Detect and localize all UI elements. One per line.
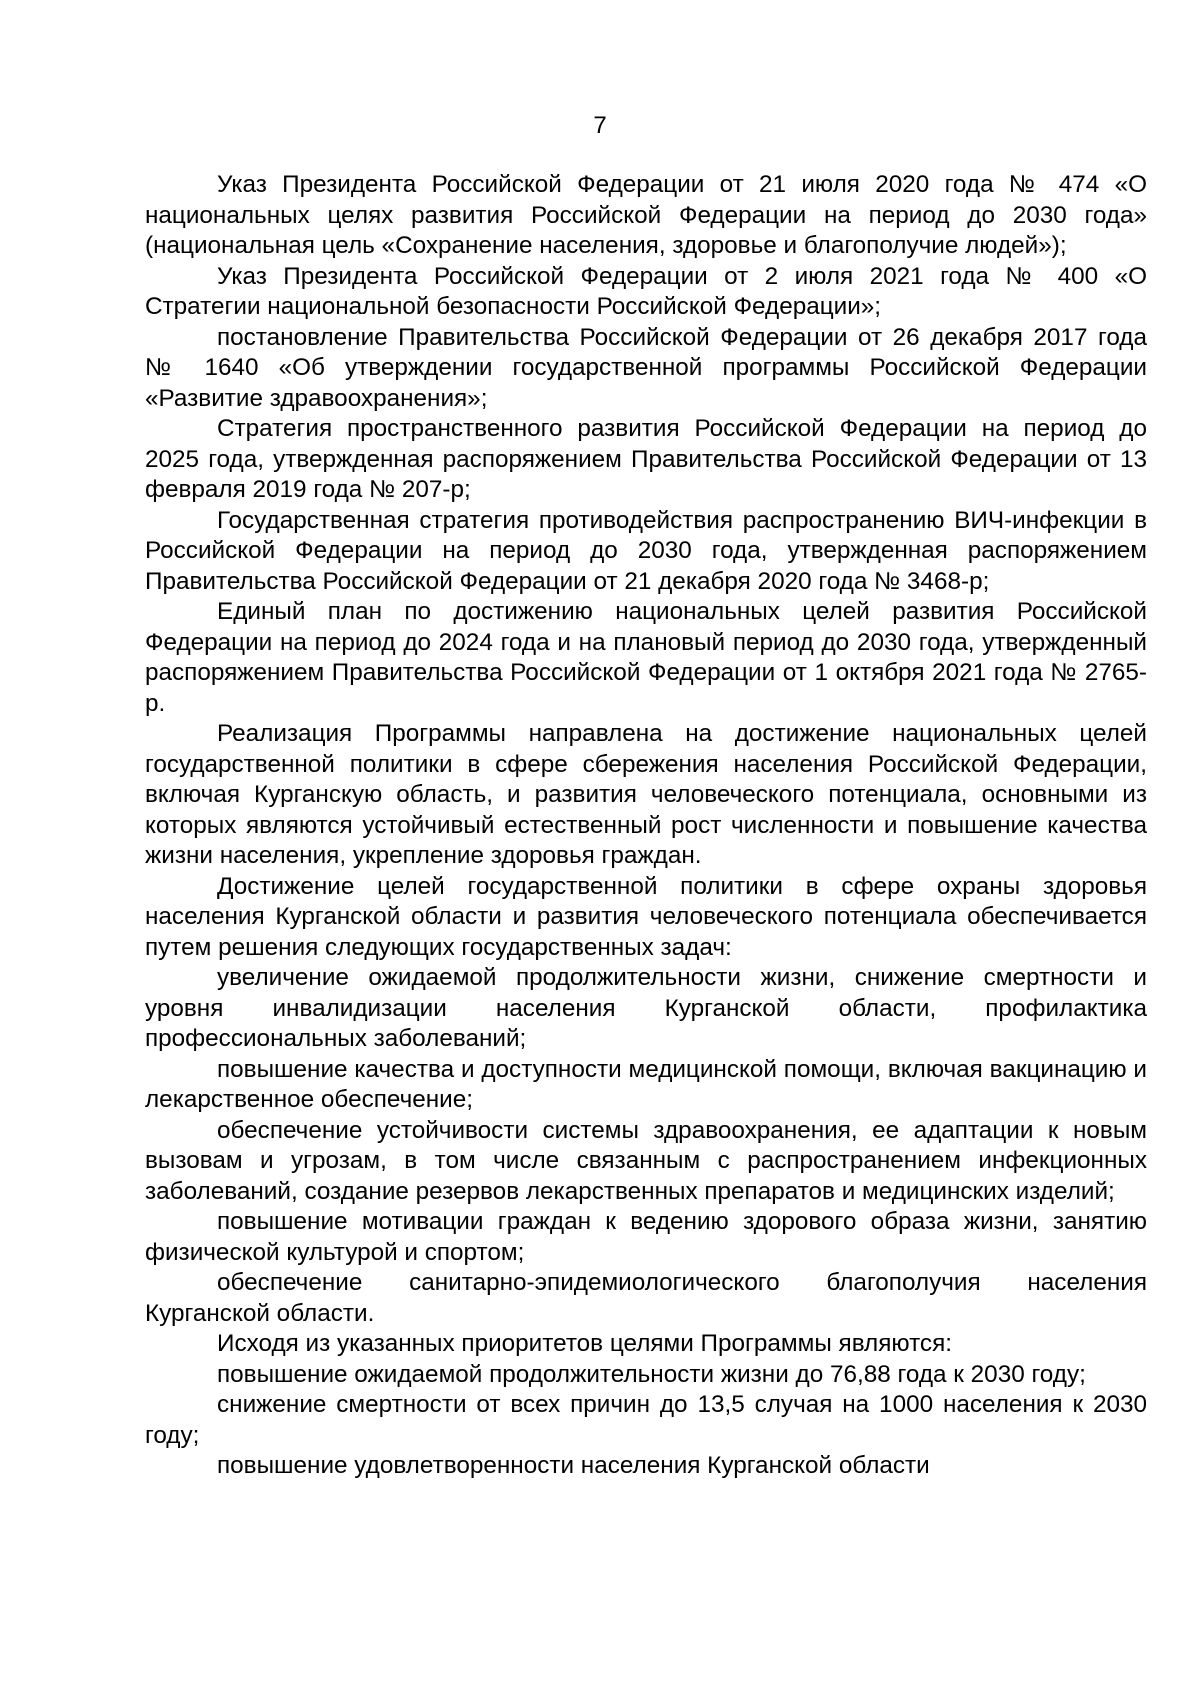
- list-item-mortality-goal: снижение смертности от всех причин до 13,5 случая на 1000 населения к 2030 году;: [145, 1391, 1147, 1449]
- paragraph-unified-plan: Единый план по достижению национальных целей развития Российской Федерации на период до 2024 года и на плановый период до 2030 года, утвержденный распоряжением Правительства Российской Федерации от 1 октября 2021 года № 2765-р.: [145, 598, 1147, 717]
- paragraph-spatial-strategy: Стратегия пространственного развития Российской Федерации на период до 2025 года, утвержденная распоряжением Правительства Российской Федерации от 13 февраля 2019 года № 207-р;: [145, 415, 1147, 503]
- list-item-life-expectancy-task: увеличение ожидаемой продолжительности жизни, снижение смертности и уровня инвалидизации населения Курганской области, профилактика профессиональных заболеваний;: [145, 964, 1147, 1052]
- paragraph-resolution-1640: постановление Правительства Российской Федерации от 26 декабря 2017 года № 1640 «Об утверждении государственной программы Российской Федерации «Развитие здравоохранения»;: [145, 323, 1147, 412]
- list-item-life-expectancy-goal: повышение ожидаемой продолжительности жизни до 76,88 года к 2030 году;: [217, 1360, 1086, 1388]
- document-body: [145, 170, 1147, 1482]
- list-item-system-resilience-task: обеспечение устойчивости системы здравоохранения, ее адаптации к новым вызовам и угрозам, в том числе связанным с распространением инфекционных заболеваний, создание резервов лекарственных препаратов и медицинских изделий;: [145, 1116, 1147, 1205]
- paragraph-decree-474: Указ Президента Российской Федерации от 21 июля 2020 года № 474 «О национальных целях развития Российской Федерации на период до 2030 года» (национальная цель «Сохранение населения, здоровье и благополучие людей»);: [145, 171, 1147, 259]
- list-item-sanitary-task: обеспечение санитарно-эпидемиологического благополучия населения Курганской области.: [145, 1269, 1147, 1327]
- list-item-satisfaction-goal: повышение удовлетворенности населения Курганской области: [217, 1452, 930, 1479]
- paragraph-program-aims-intro: Исходя из указанных приоритетов целями Программы являются:: [217, 1330, 952, 1357]
- list-item-medical-care-task: повышение качества и доступности медицинской помощи, включая вакцинацию и лекарственное обеспечение;: [145, 1055, 1147, 1113]
- paragraph-program-goals: Реализация Программы направлена на достижение национальных целей государственной политики в сфере сбережения населения Российской Федерации, включая Курганскую область, и развития человеческого потенциала, основными из которых являются устойчивый естественный рост численности и повышение качества жизни населения, укрепление здоровья граждан.: [145, 720, 1147, 869]
- paragraph-decree-400: Указ Президента Российской Федерации от 2 июля 2021 года № 400 «О Стратегии национальной безопасности Российской Федерации»;: [145, 262, 1147, 320]
- list-item-healthy-lifestyle-task: повышение мотивации граждан к ведению здорового образа жизни, занятию физической культурой и спортом;: [145, 1208, 1147, 1266]
- paragraph-policy-objectives: Достижение целей государственной политики в сфере охраны здоровья населения Курганской области и развития человеческого потенциала обеспечивается путем решения следующих государственных задач:: [145, 872, 1147, 961]
- page-number: 7: [593, 112, 607, 139]
- paragraph-hiv-strategy: Государственная стратегия противодействия распространению ВИЧ-инфекции в Российской Федерации на период до 2030 года, утвержденная распоряжением Правительства Российской Федерации от 21 декабря 2020 года № 3468-р;: [145, 506, 1147, 595]
